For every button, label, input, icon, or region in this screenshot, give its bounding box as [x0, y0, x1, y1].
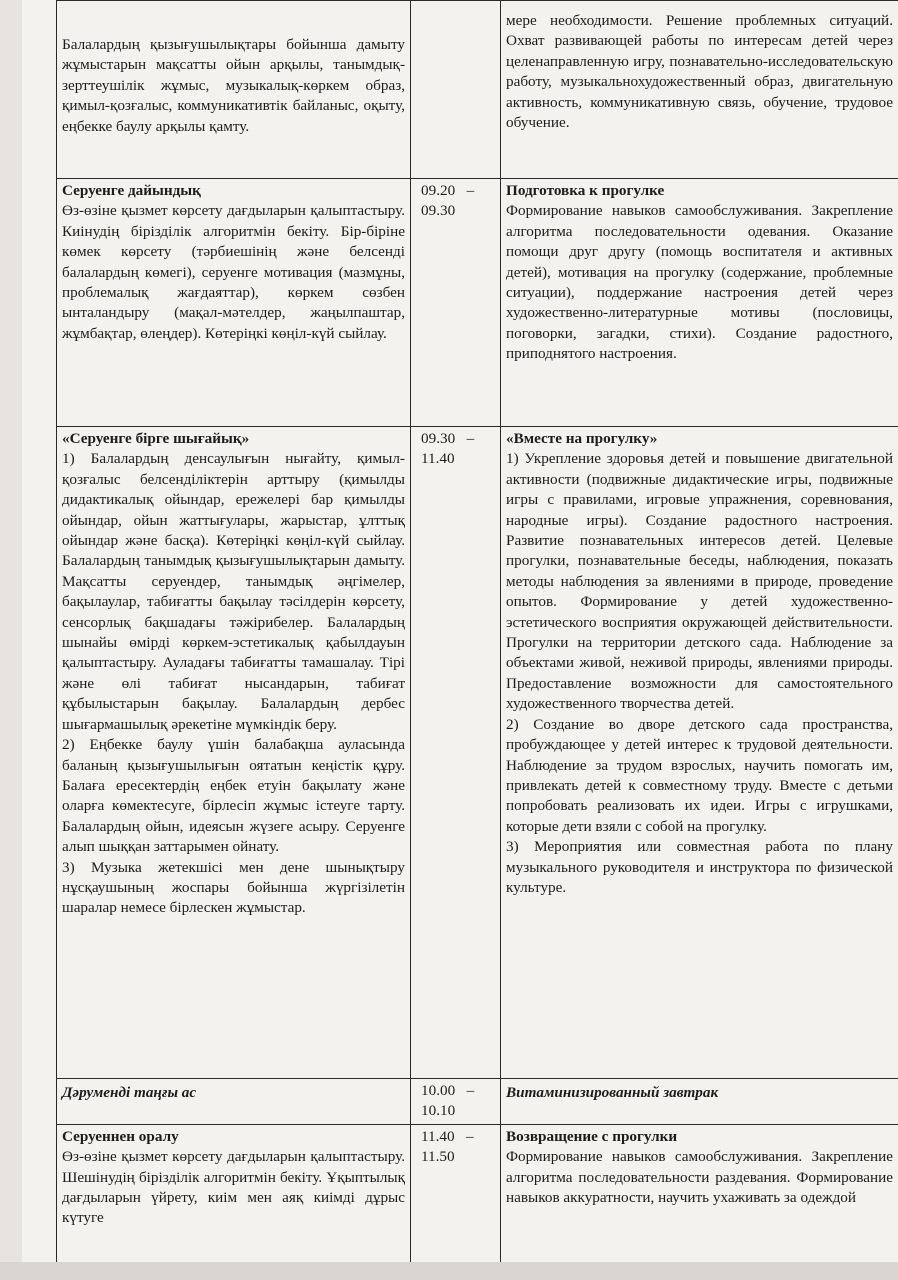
document-page [22, 0, 898, 1262]
daily-schedule-table [56, 0, 898, 1262]
kz-section-title: Дәрумендi таңғы ас [62, 1084, 197, 1101]
time-cell: 09.30 – 11.40 [411, 427, 501, 1079]
kz-paragraph: 2) Еңбекке баулу үшін балабақша ауласында баланың қызығушылығын оятатын кеңістік құру. Балаға ересектердің еңбек етуін бақылату және оларға көмектесуге, бірлесіп жұмыс істеуге тарту. Балалардың ойын, идеясын жүзеге асыру. Серуенге алып шыққан заттарымен ойнату. [62, 736, 405, 856]
ru-cell [501, 179, 898, 427]
kz-cell [57, 1, 411, 179]
table-row [57, 1, 898, 179]
kz-cell [57, 179, 411, 427]
kz-paragraph: 1) Балалардың денсаулығын нығайту, қимыл-қозғалыс белсенділіктерін арттыру (қимылды дидактикалық ойындар, ережелері бар қимылды ойындар, ойын жаттығулары, жарыстар, ұлттық ойындар және басқа). Көтеріңкі көңіл-күй сыйлау. Балалардың танымдық қызығушылықтарын дамыту. Мақсатты серуендер, танымдық әңгімелер, бақылаулар, табиғатты бақылау тәсілдерін көрсету, сенсорлық бақшадағы тәжірибелер. Балалардың шынайы өмірді көркем-эстетикалық қабылдауын қалыптастыру. Ауладағы табиғатты тамашалау. Тірі және өлі табиғат нысандарын, табиғат құбылыстарын бақылау. Балалардың дербес шығармашылық әрекетіне мүмкіндік беру. [62, 450, 405, 733]
kz-cell [57, 427, 411, 1079]
ru-paragraph: 3) Мероприятия или совместная работа по плану музыкального руководителя и инструктора по физической культуре. [506, 838, 893, 896]
time-cell: 11.40 – 11.50 [411, 1124, 501, 1262]
kz-text: Өз-өзіне қызмет көрсету дағдыларын қалыптастыру. Шешінудің бірізділік алгоритмін бекіту. Ұқыптылық дағдыларын үйрету, киім мен аяқ киімді дұрыс күтуге [62, 1148, 405, 1227]
time-cell: 10.00 – 10.10 [411, 1079, 501, 1125]
ru-cell [501, 427, 898, 1079]
kz-text: Өз-өзіне қызмет көрсету дағдыларын қалыптастыру. Киінудің бірізділік алгоритмін бекіту. Бір-біріне көмек көрсету (тәрбиешінің және белсенді балалардың көмегі), серуенге мотивация (мазмұны, проблемалық жағдаяттар), көркем сөзбен ынталандыру (мақал-мәтелдер, жаңылпаштар, жұмбақтар, өлеңдер). Көтеріңкі көңіл-күй сыйлау. [62, 202, 405, 342]
kz-cell [57, 1124, 411, 1262]
kz-section-title: Серуеннен оралу [62, 1127, 179, 1145]
kz-cell [57, 1079, 411, 1125]
ru-text: мере необходимости. Решение проблемных ситуаций. Охват развивающей работы по интересам детей через целенаправленную игру, познавательно-исследовательскую работу, музыкальнохудожественный образ, двигательную активность, коммуникативную связь, обучение, трудовое обучение. [506, 12, 893, 132]
table-row [57, 1079, 898, 1125]
ru-cell [501, 1, 898, 179]
table-row [57, 179, 898, 427]
page-shadow [0, 1262, 898, 1280]
kz-text: Балалардың қызығушылықтары бойынша дамыту жұмыстарын мақсатты ойын арқылы, танымдық-зерттеушілік жұмыс, музыкалық-көркем образ, қимыл-қозғалыс, коммуникативтік байланыс, оқыту, еңбекке баулу арқылы қамту. [62, 36, 405, 135]
kz-section-title: Серуенге дайындық [62, 182, 201, 199]
ru-text: Формирование навыков самообслуживания. Закрепление алгоритма последовательности раздевания. Формирование навыков аккуратности, научить ухаживать за одеждой [506, 1148, 893, 1207]
ru-text: Формирование навыков самообслуживания. Закрепление алгоритма последовательности одевания. Оказание помощи друг другу (помощь воспитателя и активных детей), мотивация на прогулку (содержание, проблемные ситуации), поддержание настроения детей через художественно-литературные мотивы (пословицы, поговорки, загадки, стихи). Создание радостного, приподнятого настроения. [506, 202, 893, 363]
ru-section-title: «Вместе на прогулку» [506, 430, 658, 447]
ru-paragraph: 2) Создание во дворе детского сада пространства, пробуждающее у детей интерес к трудовой деятельности. Наблюдение за трудом взрослых, научить помогать им, привлекать детей к совместному труду. Вместе с детьми попробовать реализовать их идеи. Игры с игрушками, которые дети взяли с собой на прогулку. [506, 715, 893, 835]
table-row [57, 427, 898, 1079]
ru-section-title: Витаминизированный завтрак [506, 1084, 719, 1101]
ru-cell [501, 1079, 898, 1125]
time-cell: 09.20 – 09.30 [411, 179, 501, 427]
ru-cell [501, 1124, 898, 1262]
ru-section-title: Подготовка к прогулке [506, 182, 665, 199]
table-row [57, 1124, 898, 1262]
ru-paragraph: 1) Укрепление здоровья детей и повышение двигательной активности (подвижные дидактические игры, подвижные игры с правилами, игровые упражнения, соревнования, народные игры). Создание радостного настроения. Развитие познавательных интересов детей. Целевые прогулки, познавательные беседы, наблюдения, показать методы наблюдения за явлениями в природе, проведение опытов. Формирование у детей художественно-эстетического восприятия окружающей действительности. Прогулки на территории детского сада. Наблюдение за объектами живой, неживой природы, явлениями природы. Предоставление возможности для самостоятельного художественного творчества детей. [506, 450, 893, 713]
ru-section-title: Возвращение с прогулки [506, 1127, 678, 1145]
time-cell [411, 1, 501, 179]
kz-section-title: «Серуенге бірге шығайық» [62, 430, 250, 447]
kz-paragraph: 3) Музыка жетекшісі мен дене шынықтыру нұсқаушының жоспары бойынша жүргізілетін шаралар немесе бірлескен жұмыстар. [62, 858, 405, 917]
